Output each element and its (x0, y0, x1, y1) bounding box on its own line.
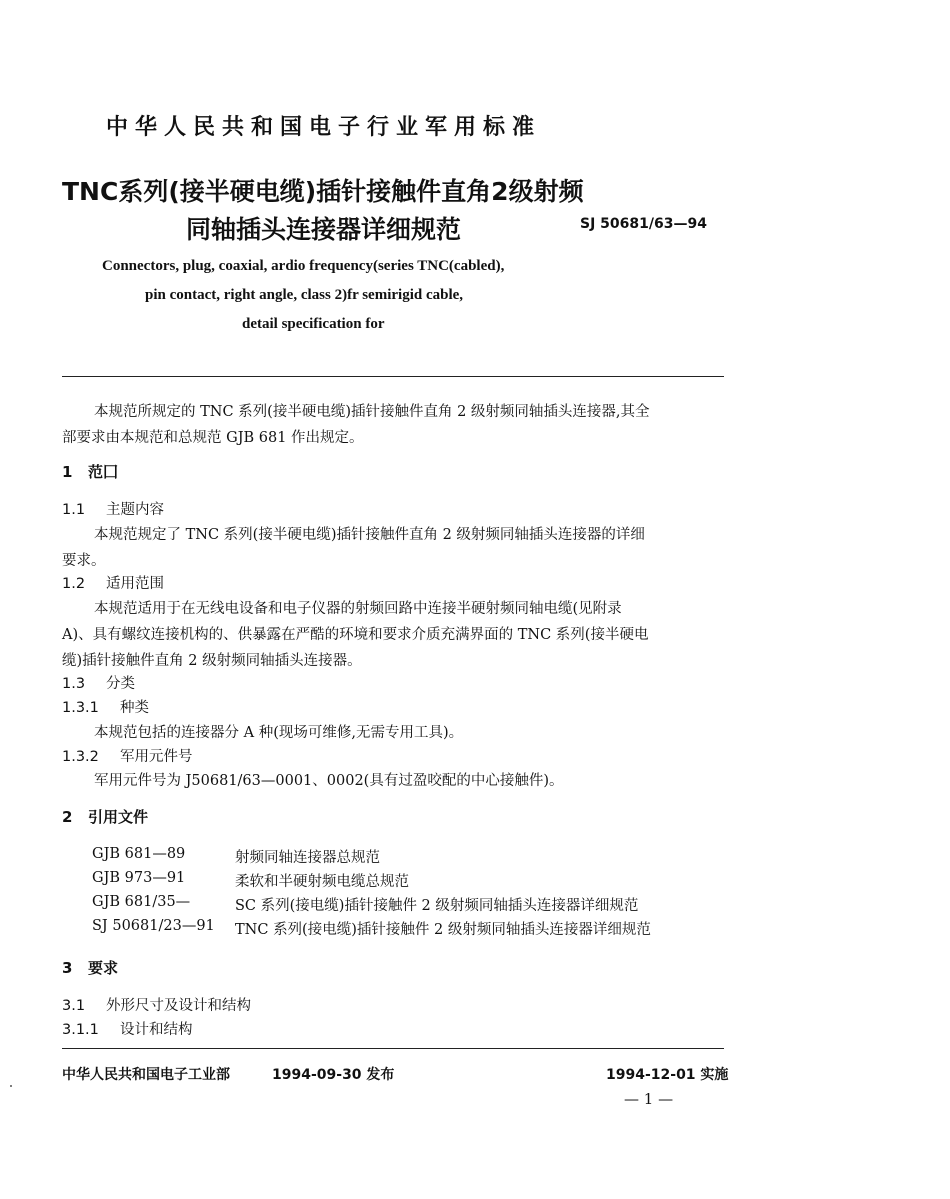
document-title-line2: 同轴插头连接器详细规范 (186, 215, 462, 244)
section-1-1-line1: 本规范规定了 TNC 系列(接半硬电缆)插针接触件直角 2 级射频同轴插头连接器的详细 (94, 527, 645, 543)
reference-code: SJ 50681/23—91 (92, 918, 215, 934)
section-number: 1 (62, 463, 73, 481)
section-3-heading (62, 957, 118, 978)
section-number: 1.3.2 (62, 749, 99, 765)
reference-title: SC 系列(接电缆)插针接触件 2 级射频同轴插头连接器详细规范 (235, 898, 639, 914)
section-title: 要求 (88, 959, 119, 977)
reference-title: TNC 系列(接电缆)插针接触件 2 级射频同轴插头连接器详细规范 (235, 922, 651, 938)
section-title: 设计和结构 (120, 1022, 193, 1038)
section-title: 范囗 (88, 463, 119, 481)
section-title: 军用元件号 (120, 749, 193, 765)
section-number: 1.3 (62, 676, 86, 692)
section-1-2-heading (62, 572, 164, 593)
section-number: 1.3.1 (62, 700, 99, 716)
intro-paragraph-line1: 本规范所规定的 TNC 系列(接半硬电缆)插针接触件直角 2 级射频同轴插头连接器,其全 (94, 404, 650, 420)
english-title-line3: detail specification for (242, 316, 385, 332)
scan-speck (10, 1085, 12, 1087)
reference-title: 射频同轴连接器总规范 (235, 850, 380, 866)
section-title: 适用范围 (106, 576, 164, 592)
section-1-3-2-heading (62, 745, 193, 766)
reference-code: GJB 681—89 (92, 846, 186, 862)
section-title: 外形尺寸及设计和结构 (106, 998, 251, 1014)
page-number: — 1 — (624, 1090, 674, 1108)
section-number: 2 (62, 808, 73, 826)
section-1-3-heading (62, 672, 135, 693)
issue-date: 1994-09-30 发布 (272, 1067, 395, 1083)
issuing-authority: 中华人民共和国电子工业部 (62, 1067, 230, 1083)
section-1-heading (62, 461, 118, 482)
section-1-2-line3: 缆)插针接触件直角 2 级射频同轴插头连接器。 (62, 653, 362, 669)
section-title: 种类 (120, 700, 149, 716)
section-2-heading (62, 806, 148, 827)
section-title: 主题内容 (106, 502, 164, 518)
footer-divider (62, 1048, 724, 1049)
section-number: 3.1.1 (62, 1022, 99, 1038)
section-number: 1.2 (62, 576, 86, 592)
document-title-line1: TNC系列(接半硬电缆)插针接触件直角2级射频 (62, 177, 584, 206)
section-3-1-1-heading (62, 1018, 193, 1039)
section-number: 3 (62, 959, 73, 977)
effective-date: 1994-12-01 实施 (606, 1067, 729, 1083)
header-divider (62, 376, 724, 377)
intro-paragraph-line2: 部要求由本规范和总规范 GJB 681 作出规定。 (62, 430, 364, 446)
english-title-line1: Connectors, plug, coaxial, ardio frequency(series TNC(cabled), (102, 258, 505, 274)
section-1-1-heading (62, 498, 164, 519)
section-1-3-1-heading (62, 696, 149, 717)
section-number: 1.1 (62, 502, 86, 518)
section-1-3-2-line1: 军用元件号为 J50681/63—0001、0002(具有过盈咬配的中心接触件)。 (94, 773, 564, 789)
section-number: 3.1 (62, 998, 86, 1014)
section-3-1-heading (62, 994, 251, 1015)
section-1-2-line2: A)、具有螺纹连接机构的、供暴露在严酷的环境和要求介质充满界面的 TNC 系列(接半硬电 (62, 627, 649, 643)
standard-code: SJ 50681/63—94 (580, 216, 707, 232)
section-title: 分类 (106, 676, 135, 692)
section-1-1-line2: 要求。 (62, 553, 106, 569)
standard-category: 中华人民共和国电子行业军用标准 (106, 115, 542, 140)
english-title-line2: pin contact, right angle, class 2)fr semirigid cable, (145, 287, 464, 303)
reference-code: GJB 973—91 (92, 870, 186, 886)
reference-code: GJB 681/35— (92, 894, 191, 910)
section-1-3-1-line1: 本规范包括的连接器分 A 种(现场可维修,无需专用工具)。 (94, 725, 464, 741)
section-title: 引用文件 (88, 808, 149, 826)
reference-title: 柔软和半硬射频电缆总规范 (235, 874, 409, 890)
section-1-2-line1: 本规范适用于在无线电设备和电子仪器的射频回路中连接半硬射频同轴电缆(见附录 (94, 601, 622, 617)
